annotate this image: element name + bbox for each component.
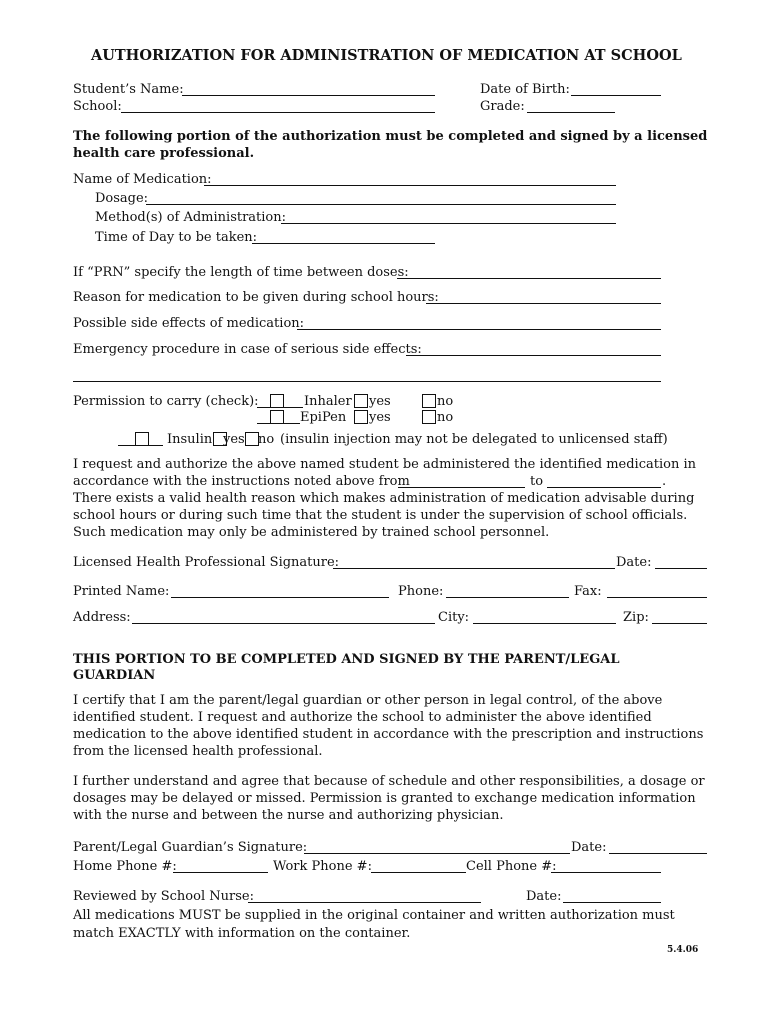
emergency-field-continued[interactable] — [73, 381, 661, 382]
parent-paragraph: with the nurse and between the nurse and authorizing physician. — [73, 808, 504, 823]
time-of-day-field[interactable] — [252, 243, 435, 244]
parent-paragraph: I certify that I am the parent/legal guardian or other person in legal control, of the above — [73, 693, 663, 708]
parent-paragraph: dosages may be delayed or missed. Permission is granted to exchange medication information — [73, 791, 696, 806]
request-to-label: to — [530, 474, 544, 489]
parent-paragraph: medication to the above identified student in accordance with the prescription and instructions — [73, 727, 704, 742]
work-phone-field[interactable] — [371, 872, 466, 873]
request-text: accordance with the instructions noted above from — [73, 474, 410, 489]
zip-field[interactable] — [652, 623, 707, 624]
epipen-no-checkbox[interactable] — [422, 410, 436, 424]
prn-label: If “PRN” specify the length of time between doses: — [73, 265, 409, 280]
prn-field[interactable] — [397, 278, 661, 279]
footer-note: All medications MUST be supplied in the original container and written authorization must — [73, 908, 675, 923]
page-title: AUTHORIZATION FOR ADMINISTRATION OF MEDICATION AT SCHOOL — [91, 47, 682, 64]
hcp-signature-label: Licensed Health Professional Signature: — [73, 555, 340, 570]
medication-name-field[interactable] — [204, 185, 616, 186]
work-phone-label: Work Phone #: — [273, 859, 372, 874]
insulin-label: Insulin — [167, 432, 213, 447]
request-text: school hours or during such time that the student is under the supervision of school officials. — [73, 508, 688, 523]
footer-note: match EXACTLY with information on the container. — [73, 926, 411, 941]
epipen-label: EpiPen — [300, 410, 347, 425]
inhaler-checkbox[interactable] — [270, 394, 284, 408]
address-field[interactable] — [132, 623, 435, 624]
student-name-label: Student’s Name: — [73, 82, 184, 97]
hcp-signature-field[interactable] — [333, 568, 615, 569]
cell-phone-label: Cell Phone #: — [466, 859, 557, 874]
inhaler-no-checkbox[interactable] — [422, 394, 436, 408]
zip-label: Zip: — [623, 610, 649, 625]
parent-paragraph: identified student. I request and authorize the school to administer the above identified — [73, 710, 652, 725]
request-text: I request and authorize the above named student be administered the identified medication in — [73, 457, 696, 472]
epipen-checkbox[interactable] — [270, 410, 284, 424]
emergency-label: Emergency procedure in case of serious side effects: — [73, 342, 422, 357]
parent-date-label: Date: — [571, 840, 607, 855]
nurse-signature-field[interactable] — [248, 902, 481, 903]
insulin-note: (insulin injection may not be delegated to unlicensed staff) — [280, 432, 668, 447]
side-effects-field[interactable] — [297, 329, 661, 330]
dosage-field[interactable] — [146, 204, 616, 205]
hcp-fax-label: Fax: — [574, 584, 602, 599]
hcp-fax-field[interactable] — [607, 597, 707, 598]
school-field[interactable] — [121, 112, 435, 113]
emergency-field[interactable] — [406, 355, 661, 356]
dosage-label: Dosage: — [95, 191, 149, 206]
grade-label: Grade: — [480, 99, 525, 114]
method-field[interactable] — [281, 223, 616, 224]
parent-date-field[interactable] — [609, 853, 707, 854]
hcp-intro-line: health care professional. — [73, 146, 255, 161]
epipen-no-label: no — [437, 410, 454, 425]
nurse-date-field[interactable] — [563, 902, 661, 903]
address-label: Address: — [73, 610, 131, 625]
parent-paragraph: I further understand and agree that because of schedule and other responsibilities, a dosage or — [73, 774, 705, 789]
city-field[interactable] — [473, 623, 616, 624]
hcp-date-field[interactable] — [655, 568, 707, 569]
permission-label: Permission to carry (check): — [73, 394, 259, 409]
parent-signature-field[interactable] — [304, 853, 570, 854]
reason-field[interactable] — [426, 303, 661, 304]
epipen-yes-checkbox[interactable] — [354, 410, 368, 424]
medication-name-label: Name of Medication: — [73, 172, 212, 187]
hcp-intro-line: The following portion of the authorization must be completed and signed by a licensed — [73, 129, 708, 144]
request-text: Such medication may only be administered by trained school personnel. — [73, 525, 550, 540]
time-of-day-label: Time of Day to be taken: — [95, 230, 258, 245]
dob-field[interactable] — [571, 95, 661, 96]
side-effects-label: Possible side effects of medication: — [73, 316, 305, 331]
parent-paragraph: from the licensed health professional. — [73, 744, 323, 759]
insulin-no-checkbox[interactable] — [245, 432, 259, 446]
nurse-label: Reviewed by School Nurse: — [73, 889, 254, 904]
printed-name-label: Printed Name: — [73, 584, 170, 599]
home-phone-field[interactable] — [173, 872, 268, 873]
hcp-phone-label: Phone: — [398, 584, 444, 599]
insulin-yes-label: yes — [223, 432, 245, 447]
inhaler-label: Inhaler — [304, 394, 352, 409]
hcp-date-label: Date: — [616, 555, 652, 570]
from-date-field[interactable] — [398, 487, 525, 488]
city-label: City: — [438, 610, 470, 625]
to-date-field[interactable] — [547, 487, 661, 488]
version-number: 5.4.06 — [667, 945, 699, 955]
grade-field[interactable] — [527, 112, 615, 113]
hcp-phone-field[interactable] — [446, 597, 569, 598]
parent-heading: GUARDIAN — [73, 668, 156, 683]
epipen-yes-label: yes — [369, 410, 391, 425]
student-name-field[interactable] — [182, 95, 435, 96]
cell-phone-field[interactable] — [551, 872, 661, 873]
school-label: School: — [73, 99, 122, 114]
parent-heading: THIS PORTION TO BE COMPLETED AND SIGNED BY THE PARENT/LEGAL — [73, 652, 620, 667]
period: . — [662, 474, 667, 489]
insulin-no-label: no — [258, 432, 275, 447]
dob-label: Date of Birth: — [480, 82, 570, 97]
inhaler-no-label: no — [437, 394, 454, 409]
nurse-date-label: Date: — [526, 889, 562, 904]
printed-name-field[interactable] — [171, 597, 389, 598]
inhaler-yes-label: yes — [369, 394, 391, 409]
inhaler-yes-checkbox[interactable] — [354, 394, 368, 408]
method-label: Method(s) of Administration: — [95, 210, 287, 225]
home-phone-label: Home Phone #: — [73, 859, 177, 874]
reason-label: Reason for medication to be given during school hours: — [73, 290, 439, 305]
parent-signature-label: Parent/Legal Guardian’s Signature: — [73, 840, 308, 855]
request-text: There exists a valid health reason which makes administration of medication advisable during — [73, 491, 695, 506]
insulin-checkbox[interactable] — [135, 432, 149, 446]
